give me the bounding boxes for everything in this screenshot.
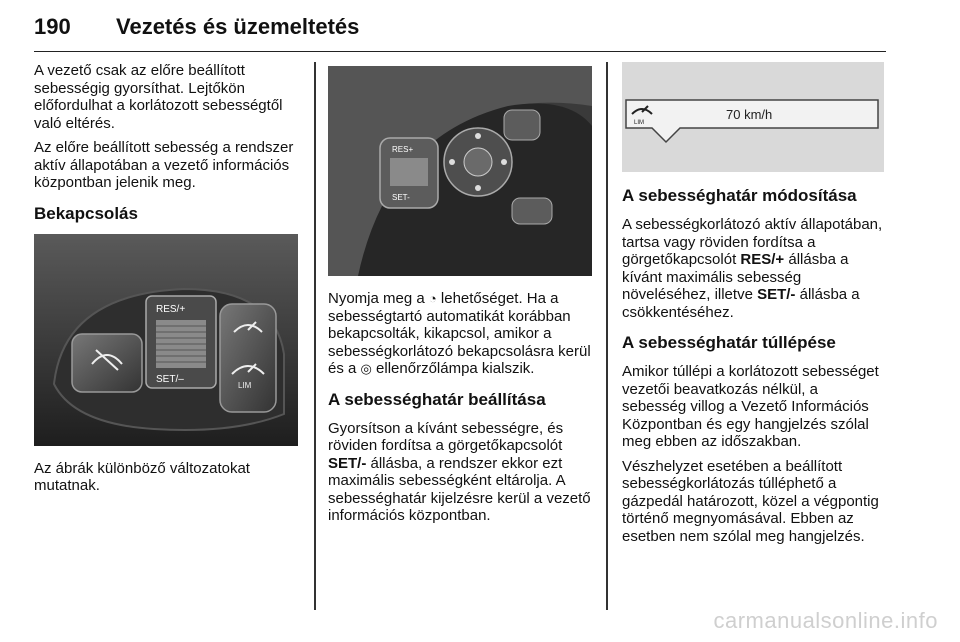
steering-controls-illustration bbox=[34, 234, 298, 446]
scroll-wheel bbox=[390, 158, 428, 186]
voice-button bbox=[512, 198, 552, 224]
lim-label: LIM bbox=[634, 120, 645, 126]
paragraph: Amikor túllépi a korlátozott sebességet vezetői beavatkozás nélkül, a sebesség villog a Vezető Információs Központban és egy hangjelzés szólal meg ebben az időszakban. bbox=[622, 363, 879, 450]
paragraph: Az előre beállított sebesség a rendszer aktív állapotában a vezető információs központban jelenik meg. bbox=[34, 139, 294, 191]
steering-wheel-figure bbox=[328, 66, 592, 276]
steering-controls-figure bbox=[34, 234, 298, 446]
paragraph: Gyorsítson a kívánt sebességre, és röviden fordítsa a görgetőkapcsolót SET/- állásba, a rendszer ekkor ezt maximális sebességként eltárolja. A sebességhatár kijelzésre kerül a vezető információs központban. bbox=[328, 419, 591, 524]
lim-label: LIM bbox=[238, 380, 252, 390]
display-figure bbox=[622, 62, 884, 172]
paragraph: Nyomja meg a ◔ lehetőséget. Ha a sebességtartó automatikát korábban bekapcsolták, kikapcsol, amikor a sebességkorlátozó bekapcsolásra kerül és a ◎ ellenőrzőlámpa kialszik. bbox=[328, 290, 591, 377]
display-illustration bbox=[622, 62, 884, 172]
steering-wheel-illustration bbox=[328, 66, 592, 276]
right-icon bbox=[501, 159, 507, 165]
paragraph: A sebességkorlátozó aktív állapotában, tartsa vagy röviden fordítsa a görgetőkapcsolót RES/+ állásba a kívánt maximális sebesség növeléséhez, illetve SET/- állásba a csökkentéséhez. bbox=[622, 216, 883, 321]
phone-button bbox=[504, 110, 540, 140]
res-label: RES/+ bbox=[156, 303, 186, 315]
column-2 bbox=[328, 62, 592, 532]
res-label: RES+ bbox=[392, 145, 414, 154]
up-icon bbox=[475, 133, 481, 139]
scroll-wheel bbox=[156, 320, 206, 368]
set-label: SET/– bbox=[156, 373, 184, 385]
down-icon bbox=[475, 185, 481, 191]
section-heading-tullepes: A sebességhatár túllépése bbox=[622, 333, 836, 352]
watermark: carmanualsonline.info bbox=[713, 608, 938, 633]
column-1 bbox=[34, 62, 300, 502]
speed-readout: 70 km/h bbox=[726, 107, 773, 122]
column-3 bbox=[622, 62, 886, 552]
cruise-button bbox=[220, 304, 276, 412]
left-icon bbox=[449, 159, 455, 165]
speed-limiter-icon: ◔ bbox=[428, 291, 437, 306]
page-header bbox=[34, 14, 886, 52]
cruise-control-lamp-icon: ◎ bbox=[360, 361, 372, 376]
section-heading-bekapcsolas: Bekapcsolás bbox=[34, 203, 138, 223]
speed-limiter-button bbox=[72, 334, 142, 392]
column-divider bbox=[314, 62, 316, 610]
section-heading-modositas: A sebességhatár módosítása bbox=[622, 186, 857, 205]
chapter-title: Vezetés és üzemeltetés bbox=[116, 14, 360, 39]
section-heading-beallitas: A sebességhatár beállítása bbox=[328, 389, 546, 409]
paragraph: Vészhelyzet esetében a beállított sebességkorlátozás túlléphető a gázpedál határozott, közel a végpontig történő megnyomásával. Ebben az esetben nem szólal meg hangjelzés. bbox=[622, 457, 879, 545]
paragraph: A vezető csak az előre beállított sebességig gyorsíthat. Lejtőkön előfordulhat a korlátozott sebességtől való eltérés. bbox=[34, 62, 283, 132]
set-label: SET- bbox=[392, 193, 410, 202]
page-number: 190 bbox=[34, 14, 71, 39]
figure-caption: Az ábrák különböző változatokat mutatnak. bbox=[34, 459, 250, 494]
column-divider bbox=[606, 62, 608, 610]
